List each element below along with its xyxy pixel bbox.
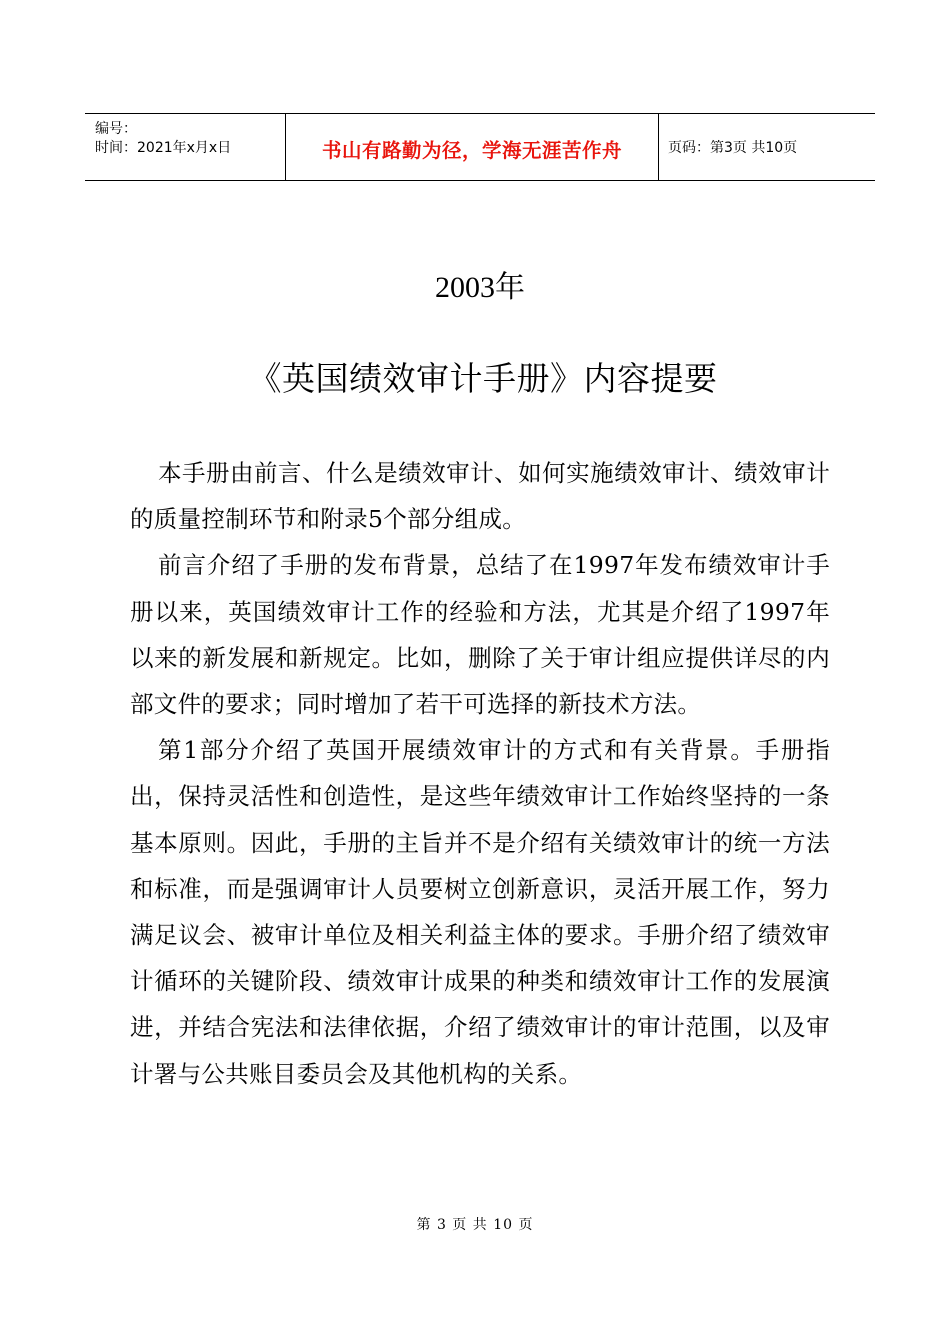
document-title: 《英国绩效审计手册》内容提要 <box>248 359 718 398</box>
header-table <box>85 113 875 181</box>
header-motto: 书山有路勤为径，学海无涯苦作舟 <box>321 138 622 162</box>
header-page-label: 页码：第3页 共10页 <box>668 140 798 156</box>
body-paragraph: 本手册由前言、什么是绩效审计、如何实施绩效审计、绩效审计的质量控制环节和附录5个部分组成。 <box>130 459 830 534</box>
document-number-label: 编号： <box>95 121 137 137</box>
document-body <box>130 450 830 1097</box>
body-paragraph: 前言介绍了手册的发布背景，总结了在1997年发布绩效审计手册以来，英国绩效审计工作的经验和方法，尤其是介绍了1997年以来的新发展和新规定。比如，删除了关于审计组应提供详尽的内部文件的要求；同时增加了若干可选择的新技术方法。 <box>130 551 830 719</box>
document-time-label: 时间：2021年x月x日 <box>95 140 232 156</box>
header-meta-cell <box>85 114 285 180</box>
page-footer: 第 3 页 共 10 页 <box>416 1217 534 1233</box>
header-motto-cell <box>285 114 659 180</box>
body-paragraph: 第1部分介绍了英国开展绩效审计的方式和有关背景。手册指出，保持灵活性和创造性，是这些年绩效审计工作始终坚持的一条基本原则。因此，手册的主旨并不是介绍有关绩效审计的统一方法和标准，而是强调审计人员要树立创新意识，灵活开展工作，努力满足议会、被审计单位及相关利益主体的要求。手册介绍了绩效审计循环的关键阶段、绩效审计成果的种类和绩效审计工作的发展演进，并结合宪法和法律依据，介绍了绩效审计的审计范围，以及审计署与公共账目委员会及其他机构的关系。 <box>130 736 830 1088</box>
header-page-cell <box>659 114 875 180</box>
document-year: 2003年 <box>435 271 525 304</box>
